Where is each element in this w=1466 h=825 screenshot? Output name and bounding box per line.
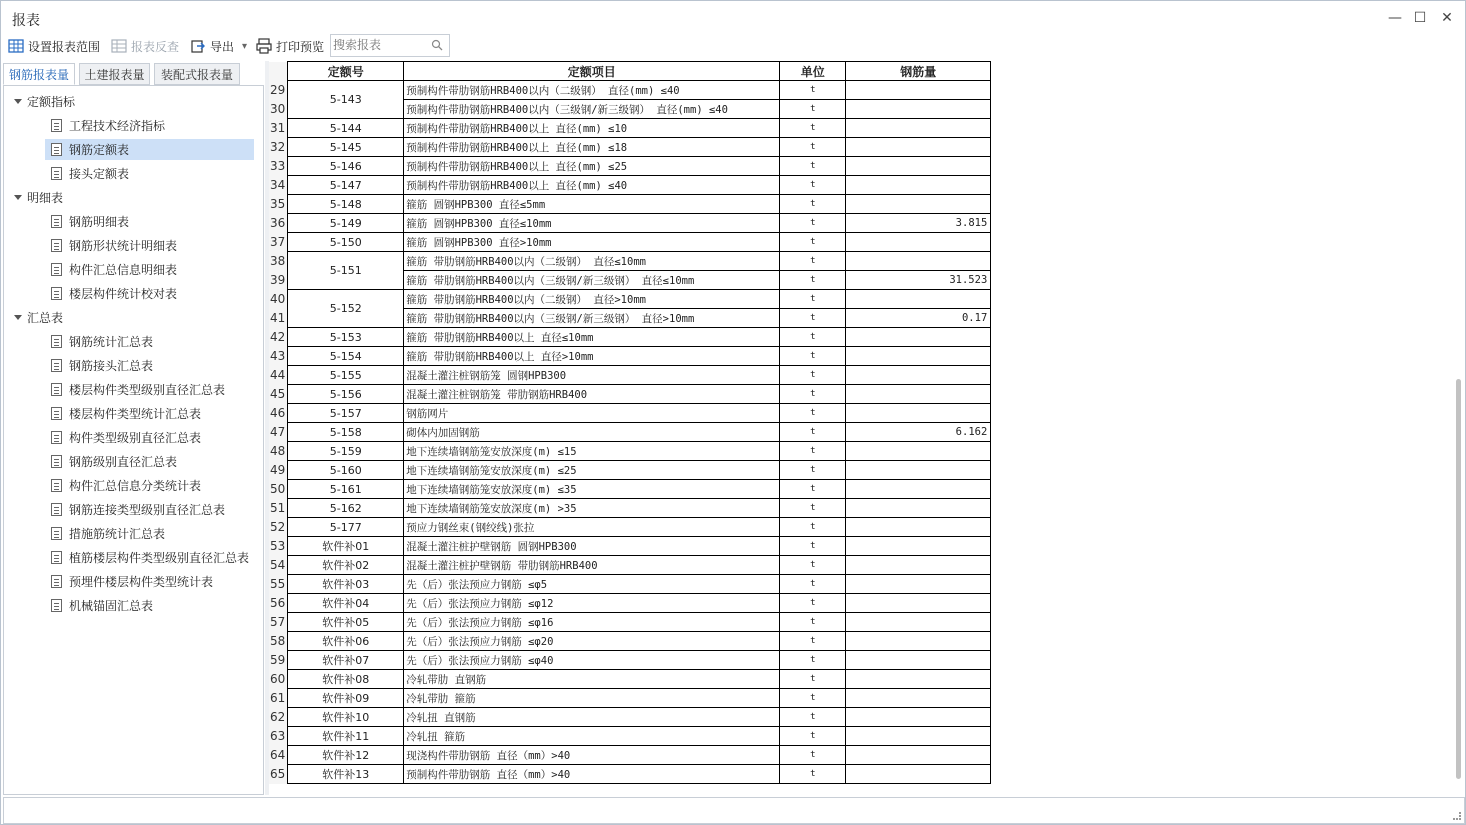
quota-item-cell: 箍筋 圆钢HPB300 直径>10mm bbox=[404, 233, 780, 252]
quota-code-cell: 5-143 bbox=[288, 81, 404, 119]
document-icon bbox=[51, 479, 62, 492]
rebar-quantity-cell bbox=[846, 746, 991, 765]
table-row[interactable] bbox=[269, 423, 991, 442]
quota-item-cell: 冷轧扭 直钢筋 bbox=[404, 708, 780, 727]
quota-item-cell: 冷轧带肋 箍筋 bbox=[404, 689, 780, 708]
quota-code-cell: 5-156 bbox=[288, 385, 404, 404]
quota-code-cell: 5-145 bbox=[288, 138, 404, 157]
unit-cell: t bbox=[780, 214, 846, 233]
maximize-button[interactable]: ☐ bbox=[1413, 10, 1427, 26]
row-number: 45 bbox=[269, 385, 288, 404]
unit-cell: t bbox=[780, 727, 846, 746]
quota-code-cell: 软件补05 bbox=[288, 613, 404, 632]
quota-item-cell: 钢筋网片 bbox=[404, 404, 780, 423]
quota-item-cell: 冷轧带肋 直钢筋 bbox=[404, 670, 780, 689]
table-row[interactable] bbox=[269, 195, 991, 214]
quota-code-cell: 软件补01 bbox=[288, 537, 404, 556]
table-row[interactable] bbox=[269, 138, 991, 157]
quota-code-cell: 5-162 bbox=[288, 499, 404, 518]
column-header: 定额项目 bbox=[404, 62, 780, 81]
quota-code-cell: 软件补07 bbox=[288, 651, 404, 670]
table-row[interactable] bbox=[269, 328, 991, 347]
rebar-quantity-cell bbox=[846, 651, 991, 670]
caret-down-icon[interactable] bbox=[14, 195, 22, 200]
column-header: 定额号 bbox=[288, 62, 404, 81]
row-number: 34 bbox=[269, 176, 288, 195]
row-number: 40 bbox=[269, 290, 288, 309]
quota-code-cell: 5-150 bbox=[288, 233, 404, 252]
unit-cell: t bbox=[780, 347, 846, 366]
table-row[interactable] bbox=[269, 727, 991, 746]
row-number: 48 bbox=[269, 442, 288, 461]
set-report-range-label: 设置报表范围 bbox=[28, 39, 101, 54]
caret-down-icon[interactable] bbox=[14, 99, 22, 104]
unit-cell: t bbox=[780, 328, 846, 347]
quota-item-cell: 冷轧扭 箍筋 bbox=[404, 727, 780, 746]
table-row[interactable] bbox=[269, 81, 991, 100]
unit-cell: t bbox=[780, 556, 846, 575]
unit-cell: t bbox=[780, 480, 846, 499]
quota-code-cell: 5-151 bbox=[288, 252, 404, 290]
print-preview-button[interactable] bbox=[256, 36, 324, 56]
document-icon bbox=[51, 335, 62, 348]
row-number: 61 bbox=[269, 689, 288, 708]
document-icon bbox=[51, 527, 62, 540]
table-row[interactable] bbox=[269, 594, 991, 613]
quota-code-cell: 5-144 bbox=[288, 119, 404, 138]
table-row[interactable] bbox=[269, 613, 991, 632]
table-row[interactable] bbox=[269, 765, 991, 784]
quota-item-cell: 预制构件带肋钢筋HRB400以上 直径(mm) ≤18 bbox=[404, 138, 780, 157]
unit-cell: t bbox=[780, 613, 846, 632]
quota-code-cell: 5-154 bbox=[288, 347, 404, 366]
rebar-quantity-cell bbox=[846, 385, 991, 404]
row-number: 36 bbox=[269, 214, 288, 233]
quota-code-cell: 5-157 bbox=[288, 404, 404, 423]
unit-cell: t bbox=[780, 138, 846, 157]
row-number: 58 bbox=[269, 632, 288, 651]
tab-prefab-report[interactable]: 装配式报表量 bbox=[154, 63, 240, 85]
quota-code-cell: 软件补03 bbox=[288, 575, 404, 594]
document-icon bbox=[51, 143, 62, 156]
row-number: 60 bbox=[269, 670, 288, 689]
status-bar bbox=[3, 797, 1465, 824]
quota-code-cell: 5-177 bbox=[288, 518, 404, 537]
row-number: 52 bbox=[269, 518, 288, 537]
quota-item-cell: 先（后）张法预应力钢筋 ≤φ12 bbox=[404, 594, 780, 613]
report-tree-panel: 定额指标 工程技术经济指标 钢筋定额表 接头定额表 明细表 钢筋明细表 钢筋形状统计明细表 构件汇总信息明细表 楼层构件统计校对表 汇总表 钢筋统计汇总表 钢筋接头汇总表 楼层构件类型级别直径汇总表 楼层构件类型统计汇总表 构件类型级别直径汇总表 钢筋级别直径汇总表 构件汇总信息分类统计表 钢筋连接类型级别直径汇总表 措施筋统计汇总表 植筋楼层构件类型级别直径汇总表 预埋件楼层构件类型统计表 机械锚固汇总表 bbox=[3, 85, 264, 795]
row-number: 62 bbox=[269, 708, 288, 727]
unit-cell: t bbox=[780, 423, 846, 442]
row-number: 50 bbox=[269, 480, 288, 499]
rebar-quantity-cell bbox=[846, 366, 991, 385]
quota-item-cell: 预制构件带肋钢筋HRB400以内（三级钢/新三级钢） 直径(mm) ≤40 bbox=[404, 100, 780, 119]
minimize-button[interactable]: — bbox=[1388, 10, 1402, 26]
rebar-quantity-cell bbox=[846, 328, 991, 347]
rebar-quantity-cell bbox=[846, 670, 991, 689]
document-icon bbox=[51, 263, 62, 276]
quota-code-cell: 软件补06 bbox=[288, 632, 404, 651]
rebar-quantity-cell bbox=[846, 290, 991, 309]
quota-item-cell: 地下连续墙钢筋笼安放深度(m) ≤35 bbox=[404, 480, 780, 499]
quota-item-cell: 混凝土灌注桩钢筋笼 圆钢HPB300 bbox=[404, 366, 780, 385]
document-icon bbox=[51, 215, 62, 228]
quota-item-cell: 预制构件带肋钢筋 直径（mm）>40 bbox=[404, 765, 780, 784]
row-number: 42 bbox=[269, 328, 288, 347]
rebar-quantity-cell: 6.162 bbox=[846, 423, 991, 442]
row-number: 47 bbox=[269, 423, 288, 442]
unit-cell: t bbox=[780, 746, 846, 765]
table-row[interactable] bbox=[269, 537, 991, 556]
row-number: 46 bbox=[269, 404, 288, 423]
rebar-quantity-cell bbox=[846, 119, 991, 138]
document-icon bbox=[51, 431, 62, 444]
document-icon bbox=[51, 503, 62, 516]
rebar-quantity-cell bbox=[846, 689, 991, 708]
table-row[interactable] bbox=[269, 404, 991, 423]
rebar-quantity-cell bbox=[846, 727, 991, 746]
unit-cell: t bbox=[780, 81, 846, 100]
quota-item-cell: 先（后）张法预应力钢筋 ≤φ16 bbox=[404, 613, 780, 632]
rebar-quantity-cell bbox=[846, 157, 991, 176]
rebar-quantity-cell bbox=[846, 575, 991, 594]
unit-cell: t bbox=[780, 632, 846, 651]
quota-item-cell: 箍筋 圆钢HPB300 直径≤5mm bbox=[404, 195, 780, 214]
table-row[interactable] bbox=[269, 157, 991, 176]
unit-cell: t bbox=[780, 689, 846, 708]
quota-code-cell: 软件补11 bbox=[288, 727, 404, 746]
quota-code-cell: 5-149 bbox=[288, 214, 404, 233]
rebar-quantity-cell: 3.815 bbox=[846, 214, 991, 233]
row-number: 33 bbox=[269, 157, 288, 176]
unit-cell: t bbox=[780, 176, 846, 195]
table-row[interactable] bbox=[269, 290, 991, 309]
report-reverse-check-button[interactable] bbox=[111, 36, 179, 56]
unit-cell: t bbox=[780, 119, 846, 138]
rebar-quantity-cell: 31.523 bbox=[846, 271, 991, 290]
row-number-header bbox=[269, 62, 288, 81]
table-row[interactable] bbox=[269, 119, 991, 138]
unit-cell: t bbox=[780, 404, 846, 423]
export-label: 导出 bbox=[210, 39, 235, 54]
rebar-quantity-cell bbox=[846, 708, 991, 727]
row-number: 57 bbox=[269, 613, 288, 632]
search-box[interactable] bbox=[330, 34, 450, 57]
unit-cell: t bbox=[780, 537, 846, 556]
unit-cell: t bbox=[780, 195, 846, 214]
rebar-quantity-cell bbox=[846, 176, 991, 195]
rebar-quantity-cell bbox=[846, 233, 991, 252]
quota-item-cell: 箍筋 带肋钢筋HRB400以内（二级钢） 直径≤10mm bbox=[404, 252, 780, 271]
column-header: 单位 bbox=[780, 62, 846, 81]
export-icon bbox=[190, 38, 206, 54]
rebar-quantity-cell bbox=[846, 347, 991, 366]
quota-code-cell: 5-146 bbox=[288, 157, 404, 176]
unit-cell: t bbox=[780, 765, 846, 784]
row-number: 37 bbox=[269, 233, 288, 252]
row-number: 38 bbox=[269, 252, 288, 271]
quota-code-cell: 5-159 bbox=[288, 442, 404, 461]
quota-code-cell: 5-152 bbox=[288, 290, 404, 328]
rebar-quantity-cell bbox=[846, 613, 991, 632]
rebar-quantity-cell bbox=[846, 81, 991, 100]
set-report-range-button[interactable] bbox=[8, 36, 100, 56]
rebar-quantity-cell bbox=[846, 765, 991, 784]
quota-code-cell: 5-161 bbox=[288, 480, 404, 499]
toolbar bbox=[1, 33, 1465, 59]
row-number: 41 bbox=[269, 309, 288, 328]
row-number: 55 bbox=[269, 575, 288, 594]
table-row[interactable] bbox=[269, 347, 991, 366]
table-row[interactable] bbox=[269, 708, 991, 727]
row-number: 49 bbox=[269, 461, 288, 480]
rebar-quantity-cell bbox=[846, 100, 991, 119]
resize-grip-icon[interactable] bbox=[1453, 812, 1461, 820]
document-icon bbox=[51, 167, 62, 180]
unit-cell: t bbox=[780, 518, 846, 537]
table-row[interactable] bbox=[269, 366, 991, 385]
unit-cell: t bbox=[780, 499, 846, 518]
document-icon bbox=[51, 599, 62, 612]
quota-item-cell: 先（后）张法预应力钢筋 ≤φ5 bbox=[404, 575, 780, 594]
quota-item-cell: 箍筋 带肋钢筋HRB400以上 直径≤10mm bbox=[404, 328, 780, 347]
unit-cell: t bbox=[780, 100, 846, 119]
row-number: 30 bbox=[269, 100, 288, 119]
quota-item-cell: 混凝土灌注桩钢筋笼 带肋钢筋HRB400 bbox=[404, 385, 780, 404]
unit-cell: t bbox=[780, 708, 846, 727]
table-row[interactable] bbox=[269, 176, 991, 195]
row-number: 59 bbox=[269, 651, 288, 670]
table-row[interactable] bbox=[269, 442, 991, 461]
quota-item-cell: 现浇构件带肋钢筋 直径（mm）>40 bbox=[404, 746, 780, 765]
unit-cell: t bbox=[780, 442, 846, 461]
table-row[interactable] bbox=[269, 461, 991, 480]
row-number: 56 bbox=[269, 594, 288, 613]
table-row[interactable] bbox=[269, 689, 991, 708]
quota-item-cell: 预制构件带肋钢筋HRB400以内（二级钢） 直径(mm) ≤40 bbox=[404, 81, 780, 100]
unit-cell: t bbox=[780, 461, 846, 480]
quota-item-cell: 混凝土灌注桩护壁钢筋 圆钢HPB300 bbox=[404, 537, 780, 556]
quota-code-cell: 5-155 bbox=[288, 366, 404, 385]
unit-cell: t bbox=[780, 309, 846, 328]
document-icon bbox=[51, 575, 62, 588]
table-row[interactable] bbox=[269, 233, 991, 252]
quota-item-cell: 先（后）张法预应力钢筋 ≤φ20 bbox=[404, 632, 780, 651]
quota-item-cell: 砌体内加固钢筋 bbox=[404, 423, 780, 442]
quota-item-cell: 地下连续墙钢筋笼安放深度(m) ≤25 bbox=[404, 461, 780, 480]
row-number: 35 bbox=[269, 195, 288, 214]
rebar-quantity-cell bbox=[846, 632, 991, 651]
chevron-down-icon[interactable]: ▾ bbox=[242, 40, 248, 52]
document-icon bbox=[51, 407, 62, 420]
rebar-quantity-cell bbox=[846, 556, 991, 575]
unit-cell: t bbox=[780, 252, 846, 271]
search-icon[interactable] bbox=[431, 39, 443, 51]
document-icon bbox=[51, 551, 62, 564]
rebar-quantity-cell bbox=[846, 404, 991, 423]
rebar-quantity-cell bbox=[846, 480, 991, 499]
rebar-quantity-cell bbox=[846, 461, 991, 480]
rebar-quantity-cell bbox=[846, 195, 991, 214]
print-preview-icon bbox=[256, 38, 272, 54]
document-icon bbox=[51, 455, 62, 468]
window-title: 报表 bbox=[12, 13, 40, 29]
quota-item-cell: 混凝土灌注桩护壁钢筋 带肋钢筋HRB400 bbox=[404, 556, 780, 575]
unit-cell: t bbox=[780, 366, 846, 385]
grid-settings-icon bbox=[8, 38, 24, 54]
search-input[interactable] bbox=[333, 35, 429, 55]
table-body bbox=[269, 81, 991, 784]
row-number: 51 bbox=[269, 499, 288, 518]
rebar-quantity-cell bbox=[846, 499, 991, 518]
quota-code-cell: 5-153 bbox=[288, 328, 404, 347]
rebar-quantity-cell: 0.17 bbox=[846, 309, 991, 328]
table-row[interactable] bbox=[269, 385, 991, 404]
unit-cell: t bbox=[780, 575, 846, 594]
quota-code-cell: 软件补04 bbox=[288, 594, 404, 613]
rebar-quantity-cell bbox=[846, 537, 991, 556]
quota-item-cell: 地下连续墙钢筋笼安放深度(m) >35 bbox=[404, 499, 780, 518]
table-row[interactable] bbox=[269, 670, 991, 689]
export-button[interactable] bbox=[190, 36, 247, 56]
row-number: 44 bbox=[269, 366, 288, 385]
table-row[interactable] bbox=[269, 651, 991, 670]
quota-item-cell: 先（后）张法预应力钢筋 ≤φ40 bbox=[404, 651, 780, 670]
row-number: 53 bbox=[269, 537, 288, 556]
rebar-quantity-cell bbox=[846, 594, 991, 613]
quota-table bbox=[269, 61, 991, 784]
document-icon bbox=[51, 287, 62, 300]
report-content bbox=[269, 61, 1465, 795]
unit-cell: t bbox=[780, 670, 846, 689]
table-row[interactable] bbox=[269, 575, 991, 594]
unit-cell: t bbox=[780, 385, 846, 404]
quota-item-cell: 地下连续墙钢筋笼安放深度(m) ≤15 bbox=[404, 442, 780, 461]
table-row[interactable] bbox=[269, 632, 991, 651]
quota-code-cell: 5-160 bbox=[288, 461, 404, 480]
quota-item-cell: 预应力钢丝束(钢绞线)张拉 bbox=[404, 518, 780, 537]
tab-rebar-report[interactable]: 钢筋报表量 bbox=[3, 63, 75, 85]
unit-cell: t bbox=[780, 233, 846, 252]
row-number: 65 bbox=[269, 765, 288, 784]
row-number: 32 bbox=[269, 138, 288, 157]
quota-item-cell: 箍筋 带肋钢筋HRB400以内（三级钢/新三级钢） 直径>10mm bbox=[404, 309, 780, 328]
quota-code-cell: 软件补02 bbox=[288, 556, 404, 575]
unit-cell: t bbox=[780, 594, 846, 613]
row-number: 29 bbox=[269, 81, 288, 100]
row-number: 63 bbox=[269, 727, 288, 746]
row-number: 64 bbox=[269, 746, 288, 765]
document-icon bbox=[51, 239, 62, 252]
rebar-quantity-cell bbox=[846, 518, 991, 537]
vertical-scrollbar[interactable] bbox=[1451, 61, 1465, 795]
rebar-quantity-cell bbox=[846, 138, 991, 157]
caret-down-icon[interactable] bbox=[14, 315, 22, 320]
document-icon bbox=[51, 119, 62, 132]
unit-cell: t bbox=[780, 271, 846, 290]
scrollbar-thumb[interactable] bbox=[1456, 379, 1461, 779]
column-header: 钢筋量 bbox=[846, 62, 991, 81]
quota-code-cell: 5-158 bbox=[288, 423, 404, 442]
quota-item-cell: 箍筋 圆钢HPB300 直径≤10mm bbox=[404, 214, 780, 233]
rebar-quantity-cell bbox=[846, 252, 991, 271]
quota-item-cell: 预制构件带肋钢筋HRB400以上 直径(mm) ≤10 bbox=[404, 119, 780, 138]
report-reverse-check-label: 报表反查 bbox=[131, 39, 180, 54]
table-row[interactable] bbox=[269, 746, 991, 765]
quota-item-cell: 预制构件带肋钢筋HRB400以上 直径(mm) ≤40 bbox=[404, 176, 780, 195]
row-number: 39 bbox=[269, 271, 288, 290]
quota-code-cell: 软件补10 bbox=[288, 708, 404, 727]
table-row[interactable] bbox=[269, 252, 991, 271]
table-row[interactable] bbox=[269, 499, 991, 518]
close-button[interactable]: ✕ bbox=[1441, 10, 1453, 26]
unit-cell: t bbox=[780, 157, 846, 176]
table-row[interactable] bbox=[269, 480, 991, 499]
document-icon bbox=[51, 359, 62, 372]
quota-item-cell: 箍筋 带肋钢筋HRB400以内（二级钢） 直径>10mm bbox=[404, 290, 780, 309]
table-row[interactable] bbox=[269, 518, 991, 537]
quota-code-cell: 软件补08 bbox=[288, 670, 404, 689]
print-preview-label: 打印预览 bbox=[276, 39, 325, 54]
tab-civil-report[interactable]: 土建报表量 bbox=[79, 63, 150, 85]
quota-code-cell: 5-148 bbox=[288, 195, 404, 214]
document-icon bbox=[51, 383, 62, 396]
quota-item-cell: 预制构件带肋钢筋HRB400以上 直径(mm) ≤25 bbox=[404, 157, 780, 176]
table-row[interactable] bbox=[269, 556, 991, 575]
unit-cell: t bbox=[780, 290, 846, 309]
quota-code-cell: 软件补13 bbox=[288, 765, 404, 784]
table-header-row bbox=[269, 62, 991, 81]
quota-item-cell: 箍筋 带肋钢筋HRB400以内（三级钢/新三级钢） 直径≤10mm bbox=[404, 271, 780, 290]
rebar-quantity-cell bbox=[846, 442, 991, 461]
reverse-check-icon bbox=[111, 38, 127, 54]
title-bar bbox=[1, 1, 1465, 33]
quota-code-cell: 软件补09 bbox=[288, 689, 404, 708]
quota-item-cell: 箍筋 带肋钢筋HRB400以上 直径>10mm bbox=[404, 347, 780, 366]
table-row[interactable] bbox=[269, 214, 991, 233]
row-number: 31 bbox=[269, 119, 288, 138]
row-number: 43 bbox=[269, 347, 288, 366]
unit-cell: t bbox=[780, 651, 846, 670]
row-number: 54 bbox=[269, 556, 288, 575]
quota-code-cell: 5-147 bbox=[288, 176, 404, 195]
quota-code-cell: 软件补12 bbox=[288, 746, 404, 765]
